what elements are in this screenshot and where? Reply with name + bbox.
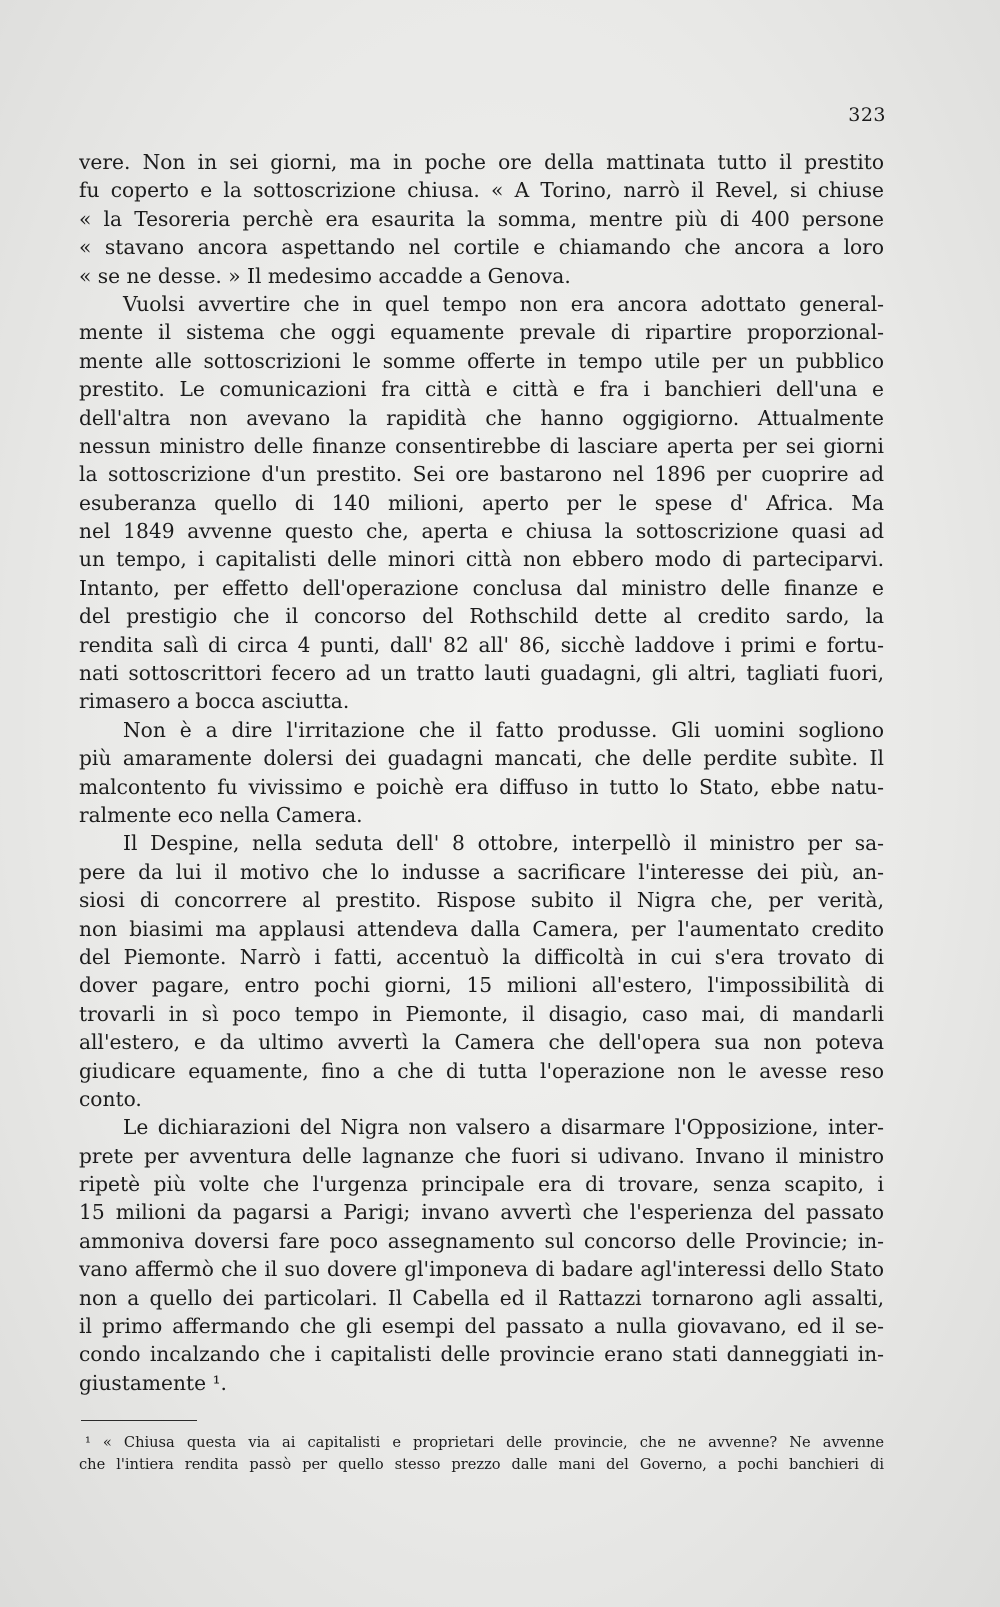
- text-line: fu coperto e la sottoscrizione chiusa. « A Torino, narrò il Revel, si chiuse: [79, 178, 884, 203]
- text-line: « stavano ancora aspettando nel cortile e chiamando che ancora a loro: [79, 235, 884, 260]
- text-line: ripetè più volte che l'urgenza principale era di trovare, senza scapito, i: [79, 1172, 884, 1197]
- text-line: condo incalzando che i capitalisti delle provincie erano stati danneggiati in-: [79, 1342, 884, 1367]
- text-line: prestito. Le comunicazioni fra città e città e fra i banchieri dell'una e: [79, 377, 884, 402]
- text-line: non a quello dei particolari. Il Cabella ed il Rattazzi tornarono agli assalti,: [79, 1285, 884, 1310]
- text-line: prete per avventura delle lagnanze che fuori si udivano. Invano il ministro: [79, 1143, 884, 1168]
- text-line: nessun ministro delle finanze consentirebbe di lasciare aperta per sei giorni: [79, 433, 884, 458]
- text-line: mente alle sottoscrizioni le somme offerte in tempo utile per un pubblico: [79, 348, 884, 373]
- text-line: dover pagare, entro pochi giorni, 15 milioni all'estero, l'impossibilità di: [79, 973, 884, 998]
- text-line: non biasimi ma applausi attendeva dalla Camera, per l'aumentato credito: [79, 916, 884, 941]
- footnote-line: che l'intiera rendita passò per quello stesso prezzo dalle mani del Governo, a pochi banchieri di: [79, 1456, 884, 1473]
- text-line: nel 1849 avvenne questo che, aperta e chiusa la sottoscrizione quasi ad: [79, 519, 884, 544]
- text-line: giudicare equamente, fino a che di tutta l'operazione non le avesse reso: [79, 1058, 884, 1083]
- footnotes: [79, 1432, 884, 1476]
- text-line: vere. Non in sei giorni, ma in poche ore della mattinata tutto il prestito: [79, 150, 884, 174]
- text-line: pere da lui il motivo che lo indusse a sacrificare l'interesse dei più, an-: [79, 859, 884, 884]
- text-line: malcontento fu vivissimo e poichè era diffuso in tutto lo Stato, ebbe natu-: [79, 774, 884, 799]
- text-line: dell'altra non avevano la rapidità che hanno oggigiorno. Attualmente: [79, 405, 884, 430]
- text-line: vano affermò che il suo dovere gl'imponeva di badare agl'interessi dello Stato: [79, 1257, 884, 1282]
- text-line: nati sottoscrittori fecero ad un tratto lauti guadagni, gli altri, tagliati fuori,: [79, 661, 884, 686]
- page-number: 323: [848, 104, 886, 126]
- text-line: Il Despine, nella seduta dell' 8 ottobre, interpellò il ministro per sa-: [123, 831, 884, 856]
- text-line: conto.: [79, 1086, 142, 1111]
- text-line: « se ne desse. » Il medesimo accadde a Genova.: [79, 263, 571, 288]
- text-line: ralmente eco nella Camera.: [79, 802, 363, 827]
- text-line: del Piemonte. Narrò i fatti, accentuò la difficoltà in cui s'era trovato di: [79, 944, 884, 969]
- text-line: Le dichiarazioni del Nigra non valsero a disarmare l'Opposizione, inter-: [123, 1115, 884, 1140]
- text-line: 15 milioni da pagarsi a Parigi; invano avvertì che l'esperienza del passato: [79, 1200, 884, 1225]
- text-line: Vuolsi avvertire che in quel tempo non era ancora adottato general-: [123, 291, 884, 316]
- body-text: [79, 148, 884, 1397]
- text-line: più amaramente dolersi dei guadagni mancati, che delle perdite subìte. Il: [79, 746, 884, 771]
- text-line: la sottoscrizione d'un prestito. Sei ore bastarono nel 1896 per cuoprire ad: [79, 462, 884, 487]
- text-line: rimasero a bocca asciutta.: [79, 689, 350, 714]
- text-line: Non è a dire l'irritazione che il fatto produsse. Gli uomini sogliono: [123, 717, 884, 742]
- text-line: mente il sistema che oggi equamente prevale di ripartire proporzional-: [79, 320, 884, 345]
- text-line: rendita salì di circa 4 punti, dall' 82 all' 86, sicchè laddove i primi e fortu-: [79, 632, 884, 657]
- text-line: il primo affermando che gli esempi del passato a nulla giovavano, ed il se-: [79, 1314, 884, 1339]
- text-line: trovarli in sì poco tempo in Piemonte, il disagio, caso mai, di mandarli: [79, 1001, 884, 1026]
- text-line: giustamente ¹.: [79, 1370, 227, 1395]
- footnote-line: ¹ « Chiusa questa via ai capitalisti e proprietari delle provincie, che ne avvenne? Ne avvenne: [85, 1434, 884, 1451]
- text-line: Intanto, per effetto dell'operazione conclusa dal ministro delle finanze e: [79, 575, 884, 600]
- text-line: « la Tesoreria perchè era esaurita la somma, mentre più di 400 persone: [79, 206, 884, 231]
- footnote-separator: [81, 1420, 197, 1421]
- text-line: esuberanza quello di 140 milioni, aperto per le spese d' Africa. Ma: [79, 490, 884, 515]
- text-line: siosi di concorrere al prestito. Rispose subito il Nigra che, per verità,: [79, 888, 884, 913]
- text-line: all'estero, e da ultimo avvertì la Camera che dell'opera sua non poteva: [79, 1030, 884, 1055]
- text-line: del prestigio che il concorso del Rothschild dette al credito sardo, la: [79, 604, 884, 629]
- text-line: un tempo, i capitalisti delle minori città non ebbero modo di parteciparvi.: [79, 547, 884, 572]
- text-line: ammoniva doversi fare poco assegnamento sul concorso delle Provincie; in-: [79, 1228, 884, 1253]
